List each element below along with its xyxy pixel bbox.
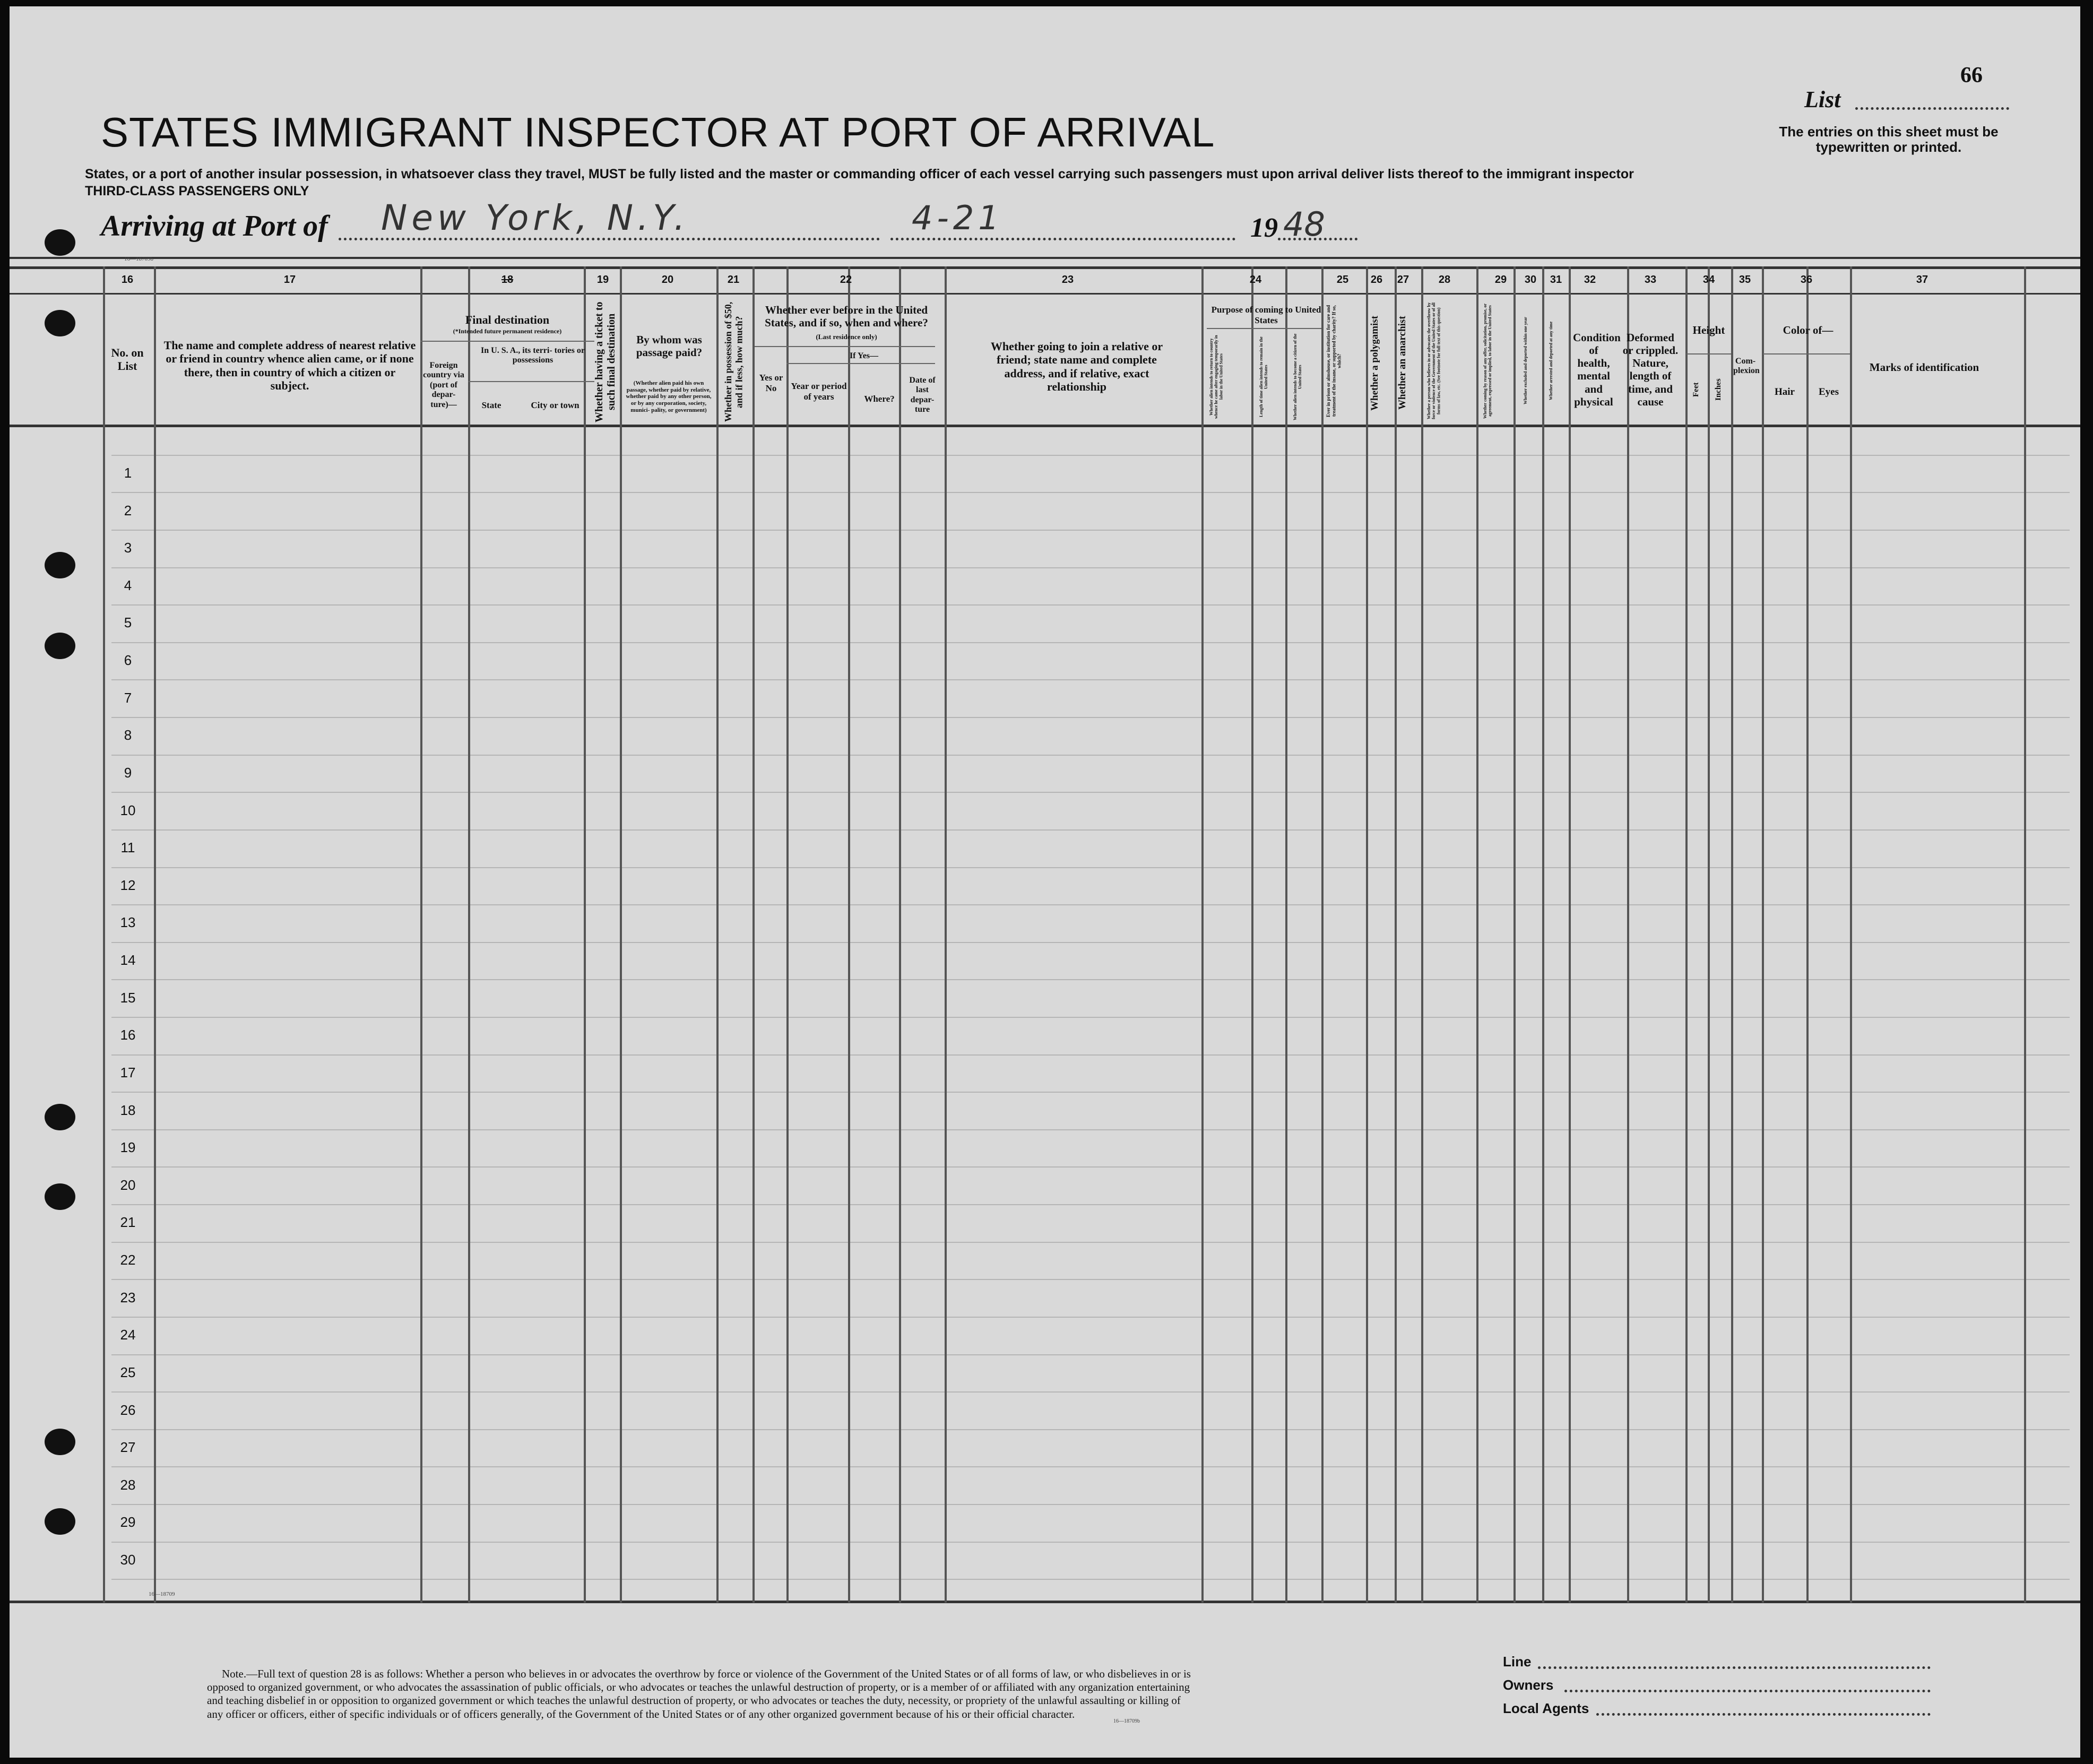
header-final-destination-note: (*Intended future permanent residence): [453, 327, 562, 335]
column-rule: [786, 266, 789, 1603]
header-ticket: Whether having a ticket to such final destination: [593, 301, 617, 422]
column-rule: [899, 266, 901, 1603]
header-prison: Ever in prison or almshouse, or institution for care and treatment of the insane, or supported by charity? If so, which?: [1326, 305, 1342, 417]
column-rule: [1569, 266, 1571, 1603]
row-number: 8: [124, 727, 132, 743]
header-date-departure: Date of last depar- ture: [909, 376, 936, 414]
row-number: 27: [120, 1439, 136, 1455]
colnum-37: 37: [1916, 274, 1928, 286]
typewritten-note: The entries on this sheet must be typewritten or printed.: [1779, 124, 1999, 155]
header-arrested: Whether arrested and deported at any time: [1549, 321, 1553, 401]
colnum-35: 35: [1739, 274, 1751, 286]
colnum-32: 32: [1584, 274, 1596, 286]
colnum-28: 28: [1438, 274, 1451, 286]
date-line: [890, 238, 1235, 240]
row-number: 30: [120, 1552, 136, 1568]
footnote: Note.—Full text of question 28 is as follows: Whether a person who believes in or advocates the overthrow by force or violence of the Government of the United States or of all forms of law, or who disbelieves in or is opposed to organized government, or who advocates the assassination of public officials, or who advocates or teaches the unlawful destruction of property, or is a member of or affiliated with any organization entertaining and teaching disbelief in or opposition to organized government or which teaches the unlawful destruction of property, or who advocates or teaches the duty, necessity, or propriety of the unlawful assaulting or killing of any officer or officers, either of specific individuals or of officers generally, of the Government of the United States or of any other organized government because of his or their official character.: [207, 1667, 1191, 1720]
punch-hole: [45, 1183, 75, 1210]
line-label: Line: [1503, 1654, 1532, 1670]
header-purpose: Purpose of coming to United States: [1211, 305, 1321, 325]
colnum-rule: [10, 293, 2080, 295]
row-rule: [111, 679, 2070, 680]
column-rule: [1321, 266, 1324, 1603]
header-inches: Inches: [1714, 378, 1723, 401]
table-top-rule: [10, 266, 2080, 269]
column-rule: [1476, 266, 1478, 1603]
colnum-34: 34: [1702, 274, 1715, 286]
row-rule: [111, 1504, 2070, 1505]
list-label: List: [1804, 87, 1841, 113]
row-number: 1: [124, 465, 132, 481]
table-bottom-rule: [10, 1601, 2080, 1603]
header-state: State: [481, 400, 501, 410]
row-number: 6: [124, 652, 132, 668]
header-height: Height: [1692, 324, 1725, 336]
row-number: 19: [120, 1139, 136, 1155]
header-where: Where?: [864, 394, 895, 404]
year-value: 48: [1283, 205, 1325, 244]
punch-hole: [45, 310, 75, 336]
column-rule: [1731, 266, 1733, 1603]
row-number: 23: [120, 1290, 136, 1305]
header-marks: Marks of identification: [1869, 361, 1979, 374]
arriving-label: Arriving at Port of: [101, 210, 328, 243]
header-become-citizen: Whether alien intends to become a citizen of the United States: [1293, 333, 1303, 420]
row-number: 22: [120, 1252, 136, 1268]
column-rule: [1542, 266, 1544, 1603]
column-rule: [848, 266, 850, 1603]
line-signature: [1538, 1666, 1931, 1669]
column-rule: [1708, 266, 1710, 1603]
column-rule: [468, 266, 470, 1603]
punch-hole: [45, 229, 75, 256]
row-number: 4: [124, 577, 132, 593]
purpose-divider: [1207, 328, 1321, 329]
footnote-code: 16—18709b: [1113, 1718, 1140, 1724]
row-rule: [111, 755, 2070, 756]
column-rule: [1685, 266, 1688, 1603]
colnum-33: 33: [1644, 274, 1657, 286]
header-passage-note: (Whether alien paid his own passage, whether paid by relative, whether paid by any other person, or by any corporation, society, munici- pality, or government): [626, 380, 712, 413]
header-polygamist: Whether a polygamist: [1369, 315, 1380, 411]
row-number: 25: [120, 1364, 136, 1380]
colnum-23: 23: [1061, 274, 1074, 286]
colnum-27: 27: [1397, 274, 1409, 286]
row-number: 29: [120, 1514, 136, 1530]
row-rule: [111, 604, 2070, 606]
colnum-21: 21: [727, 274, 740, 286]
header-complexion: Com- plexion: [1733, 357, 1760, 376]
header-last-residence: (Last residence only): [816, 333, 877, 341]
header-deformed: Deformed or crippled. Nature, length of time, and cause: [1622, 331, 1679, 408]
punch-hole: [45, 1508, 75, 1535]
header-eyes: Eyes: [1819, 386, 1839, 397]
colnum-20: 20: [661, 274, 674, 286]
header-year-period: Year or period of years: [791, 381, 847, 402]
row-number: 11: [120, 840, 135, 855]
column-rule: [1201, 266, 1204, 1603]
header-contract-labor: Whether coming by reason of any offer, solicitation, promise, or agreement, expressed or implied, to labor in the United States: [1483, 303, 1493, 419]
column-rule: [154, 266, 156, 1603]
colnum-30: 30: [1524, 274, 1537, 286]
colnum-26: 26: [1370, 274, 1383, 286]
row-rule: [111, 1466, 2070, 1467]
row-rule: [111, 1391, 2070, 1393]
header-form-code: 16—18709b: [124, 256, 153, 262]
header-excluded: Whether excluded and deported within one year: [1523, 317, 1528, 405]
row-number: 20: [120, 1177, 136, 1193]
colnum-19: 19: [596, 274, 609, 286]
column-rule: [103, 266, 105, 1603]
header-bottom-rule: [10, 425, 2080, 427]
row-number: 14: [120, 952, 136, 968]
bottom-form-code: 16—18709: [149, 1591, 175, 1597]
column-rule: [420, 266, 422, 1603]
colnum-17: 17: [283, 274, 296, 286]
row-rule: [111, 1429, 2070, 1430]
row-rule: [111, 1242, 2070, 1243]
color-divider: [1763, 353, 1850, 354]
column-rule: [584, 266, 586, 1603]
row-rule: [111, 1204, 2070, 1205]
header-divider: [10, 257, 2080, 259]
header-nearest-relative: The name and complete address of nearest relative or friend in country whence alien came, or if none there, then in country of which a citizen or subject.: [163, 339, 416, 392]
row-rule: [111, 1317, 2070, 1318]
header-intends-return: Whether alien intends to return to country whence he came after engaging temporarily in labor in the United States: [1209, 335, 1224, 419]
agents-signature: [1596, 1713, 1931, 1716]
owners-signature: [1564, 1690, 1931, 1692]
row-number: 21: [120, 1214, 136, 1230]
column-rule: [1251, 266, 1253, 1603]
agents-label: Local Agents: [1503, 1700, 1589, 1716]
header-passage-paid: By whom was passage paid?: [636, 333, 703, 359]
form-sheet: [10, 6, 2080, 1758]
row-number: 28: [120, 1477, 136, 1493]
page-subtitle: States, or a port of another insular possession, in whatsoever class they travel, MUST be fully listed and the master or commanding officer of each vessel carrying such passengers must upon arrival deliver lists thereof to the immigrant inspector: [85, 167, 1634, 181]
header-anarchist: Whether an anarchist: [1397, 316, 1408, 410]
column-rule: [1513, 266, 1516, 1603]
header-length-remain: Length of time alien intends to remain in the United States: [1259, 336, 1269, 417]
row-rule: [111, 1579, 2070, 1580]
column-rule: [945, 266, 947, 1603]
row-rule: [111, 1279, 2070, 1280]
row-rule: [111, 455, 2070, 456]
column-rule: [716, 266, 719, 1603]
punch-hole: [45, 552, 75, 578]
colnum-22: 22: [840, 274, 852, 286]
header-foreign-country: Foreign country via (port of depar- ture)—: [423, 361, 464, 409]
year-line: [1278, 238, 1357, 240]
row-rule: [111, 530, 2070, 531]
row-rule: [111, 942, 2070, 943]
header-if-yes: If Yes—: [849, 351, 879, 360]
row-rule: [111, 1129, 2070, 1130]
header-hair: Hair: [1775, 386, 1795, 397]
column-rule: [620, 266, 622, 1603]
row-rule: [111, 1166, 2070, 1168]
row-number: 17: [120, 1065, 136, 1080]
height-divider: [1686, 353, 1731, 354]
row-number: 12: [120, 877, 136, 893]
header-fifty-dollars: Whether in possession of $50, and if less, how much?: [723, 301, 745, 422]
colnum-24: 24: [1249, 274, 1262, 286]
row-number: 15: [120, 990, 136, 1006]
row-rule: [111, 904, 2070, 905]
column-rule: [753, 266, 755, 1603]
row-rule: [111, 717, 2070, 718]
header-health: Condition of health, mental and physical: [1573, 331, 1621, 408]
colnum-16: 16: [121, 274, 134, 286]
column-rule: [1366, 266, 1368, 1603]
header-in-usa: In U. S. A., its terri- tories or possessions: [481, 346, 585, 365]
row-number: 26: [120, 1402, 136, 1418]
port-value: New York, N.Y.: [381, 197, 689, 238]
header-ever-before: Whether ever before in the United States, and if so, when and where?: [765, 304, 928, 330]
row-number: 24: [120, 1327, 136, 1343]
page-number: 66: [1960, 63, 1983, 88]
column-rule: [2024, 266, 2026, 1603]
row-number: 10: [120, 802, 136, 818]
if-yes-divider: [786, 363, 935, 364]
punch-hole: [45, 1104, 75, 1130]
colnum-25: 25: [1336, 274, 1349, 286]
column-rule: [1762, 266, 1764, 1603]
column-rule: [1850, 266, 1852, 1603]
punch-hole: [45, 1429, 75, 1455]
colnum-31: 31: [1550, 274, 1562, 286]
owners-label: Owners: [1503, 1677, 1554, 1693]
row-rule: [111, 567, 2070, 568]
row-rule: [111, 829, 2070, 831]
column-rule: [1806, 266, 1809, 1603]
colnum-29: 29: [1494, 274, 1507, 286]
usa-divider: [468, 381, 594, 382]
row-rule: [111, 492, 2070, 493]
header-no-on-list: No. on List: [111, 346, 144, 373]
row-number: 9: [124, 765, 132, 781]
row-number: 13: [120, 914, 136, 930]
header-feet: Feet: [1692, 382, 1700, 397]
row-number: 2: [124, 503, 132, 518]
ever-before-divider: [755, 346, 935, 347]
column-rule: [1421, 266, 1423, 1603]
class-line: THIRD-CLASS PASSENGERS ONLY: [85, 184, 309, 198]
column-rule: [1285, 266, 1287, 1603]
row-rule: [111, 1017, 2070, 1018]
row-rule: [111, 642, 2070, 643]
colnum-36: 36: [1800, 274, 1813, 286]
colnum-18: 18: [501, 274, 514, 286]
header-overthrow: Whether a person who believes in or advocates the overthrow by force or violence of the Government of the United States or of all forms of law, etc. (See footnote for full text of this question): [1426, 302, 1441, 419]
row-rule: [111, 1092, 2070, 1093]
row-rule: [111, 792, 2070, 793]
column-rule: [1627, 266, 1629, 1603]
header-city: City or town: [531, 400, 580, 410]
row-rule: [111, 1542, 2070, 1543]
header-color-of: Color of—: [1783, 324, 1833, 336]
row-rule: [111, 867, 2070, 868]
header-final-destination: Final destination: [465, 313, 550, 326]
row-rule: [111, 979, 2070, 980]
year-prefix: 19: [1250, 213, 1278, 243]
page-title: STATES IMMIGRANT INSPECTOR AT PORT OF ARRIVAL: [101, 109, 1215, 155]
header-going-to-join: Whether going to join a relative or friend; state name and complete address, and if relative, exact relationship: [990, 340, 1163, 393]
fd-divider: [420, 341, 594, 342]
row-number: 5: [124, 615, 132, 630]
row-rule: [111, 1054, 2070, 1056]
date-value: 4-21: [912, 198, 1004, 237]
row-number: 3: [124, 540, 132, 556]
row-rule: [111, 1354, 2070, 1355]
row-number: 18: [120, 1102, 136, 1118]
header-yes-or-no: Yes or No: [759, 373, 783, 393]
punch-hole: [45, 633, 75, 659]
column-rule: [1395, 266, 1397, 1603]
list-line: [1855, 107, 2009, 110]
row-number: 7: [124, 690, 132, 706]
row-number: 16: [120, 1027, 136, 1043]
